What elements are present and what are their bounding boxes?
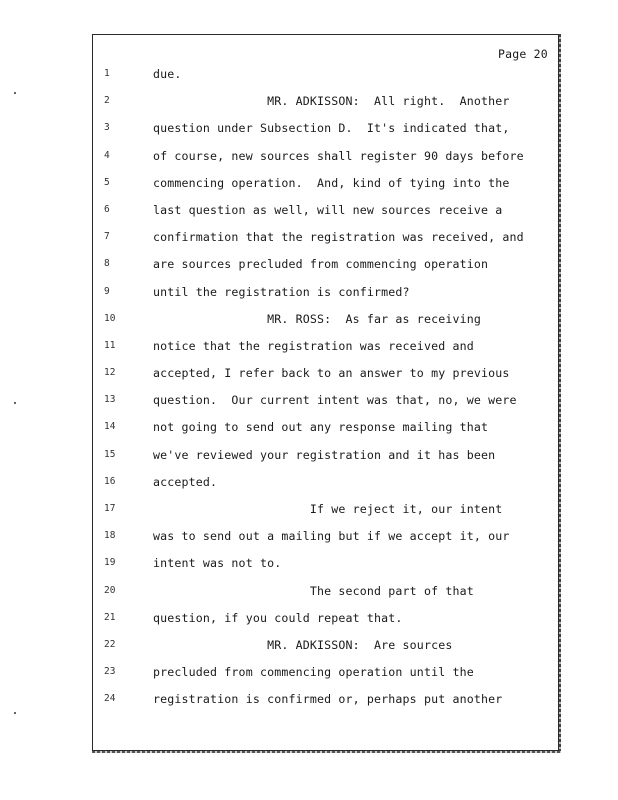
line-number: 12 [104,367,116,379]
line-number: 22 [104,638,116,650]
transcript-line: was to send out a mailing but if we accept it, our [153,529,510,544]
line-number: 24 [104,693,116,705]
margin-punch-mark [14,402,16,404]
line-number-column [96,64,124,717]
line-number: 20 [104,584,116,596]
transcript-body [153,64,553,717]
line-number: 6 [104,203,110,215]
line-number: 17 [104,503,116,514]
transcript-line: confirmation that the registration was received, and [153,230,524,245]
transcript-line: due. [153,67,182,81]
line-number: 19 [104,557,116,569]
line-number: 14 [104,421,116,433]
line-number: 4 [104,149,110,161]
line-number: 9 [104,285,110,297]
transcript-line: MR. ADKISSON: All right. Another [153,94,510,109]
line-number: 7 [104,231,110,243]
transcript-line: we've reviewed your registration and it has been [153,447,496,462]
line-number: 5 [104,176,110,188]
transcript-line: are sources precluded from commencing operation [153,257,489,272]
line-number: 3 [104,122,110,134]
line-number: 13 [104,394,116,406]
transcript-line: until the registration is confirmed? [153,284,410,299]
transcript-line: MR. ROSS: As far as receiving [153,311,481,326]
transcript-line: MR. ADKISSON: Are sources [153,637,453,652]
transcript-line: accepted, I refer back to an answer to my previous [153,366,510,381]
transcript-line: If we reject it, our intent [153,502,503,516]
line-number: 21 [104,611,116,623]
transcript-line: question, if you could repeat that. [153,610,403,625]
line-number: 16 [104,475,116,487]
line-number: 11 [104,339,116,351]
transcript-line: question. Our current intent was that, no, we were [153,393,517,408]
line-number: 1 [104,68,110,79]
transcript-line: last question as well, will new sources receive a [153,202,503,217]
transcript-line: registration is confirmed or, perhaps put another [153,692,503,707]
page-edge-bottom [92,751,561,753]
transcript-line: not going to send out any response mailing that [153,420,489,435]
transcript-line: of course, new sources shall register 90 days before [153,148,524,163]
margin-punch-mark [14,712,16,714]
page-number: Page 20 [498,47,548,61]
transcript-line: commencing operation. And, kind of tying into the [153,175,510,190]
line-number: 10 [104,312,116,324]
transcript-line: notice that the registration was received and [153,338,474,353]
line-number: 23 [104,666,116,678]
margin-punch-mark [14,92,16,94]
line-number: 2 [104,95,110,107]
line-number: 18 [104,530,116,542]
transcript-line: question under Subsection D. It's indicated that, [153,121,510,136]
line-number: 8 [104,258,110,270]
transcript-line: intent was not to. [153,556,282,571]
page-edge-right [559,34,561,751]
transcript-line: The second part of that [153,583,474,598]
transcript-line: precluded from commencing operation until the [153,665,474,680]
transcript-line: accepted. [153,474,218,489]
line-number: 15 [104,448,116,460]
